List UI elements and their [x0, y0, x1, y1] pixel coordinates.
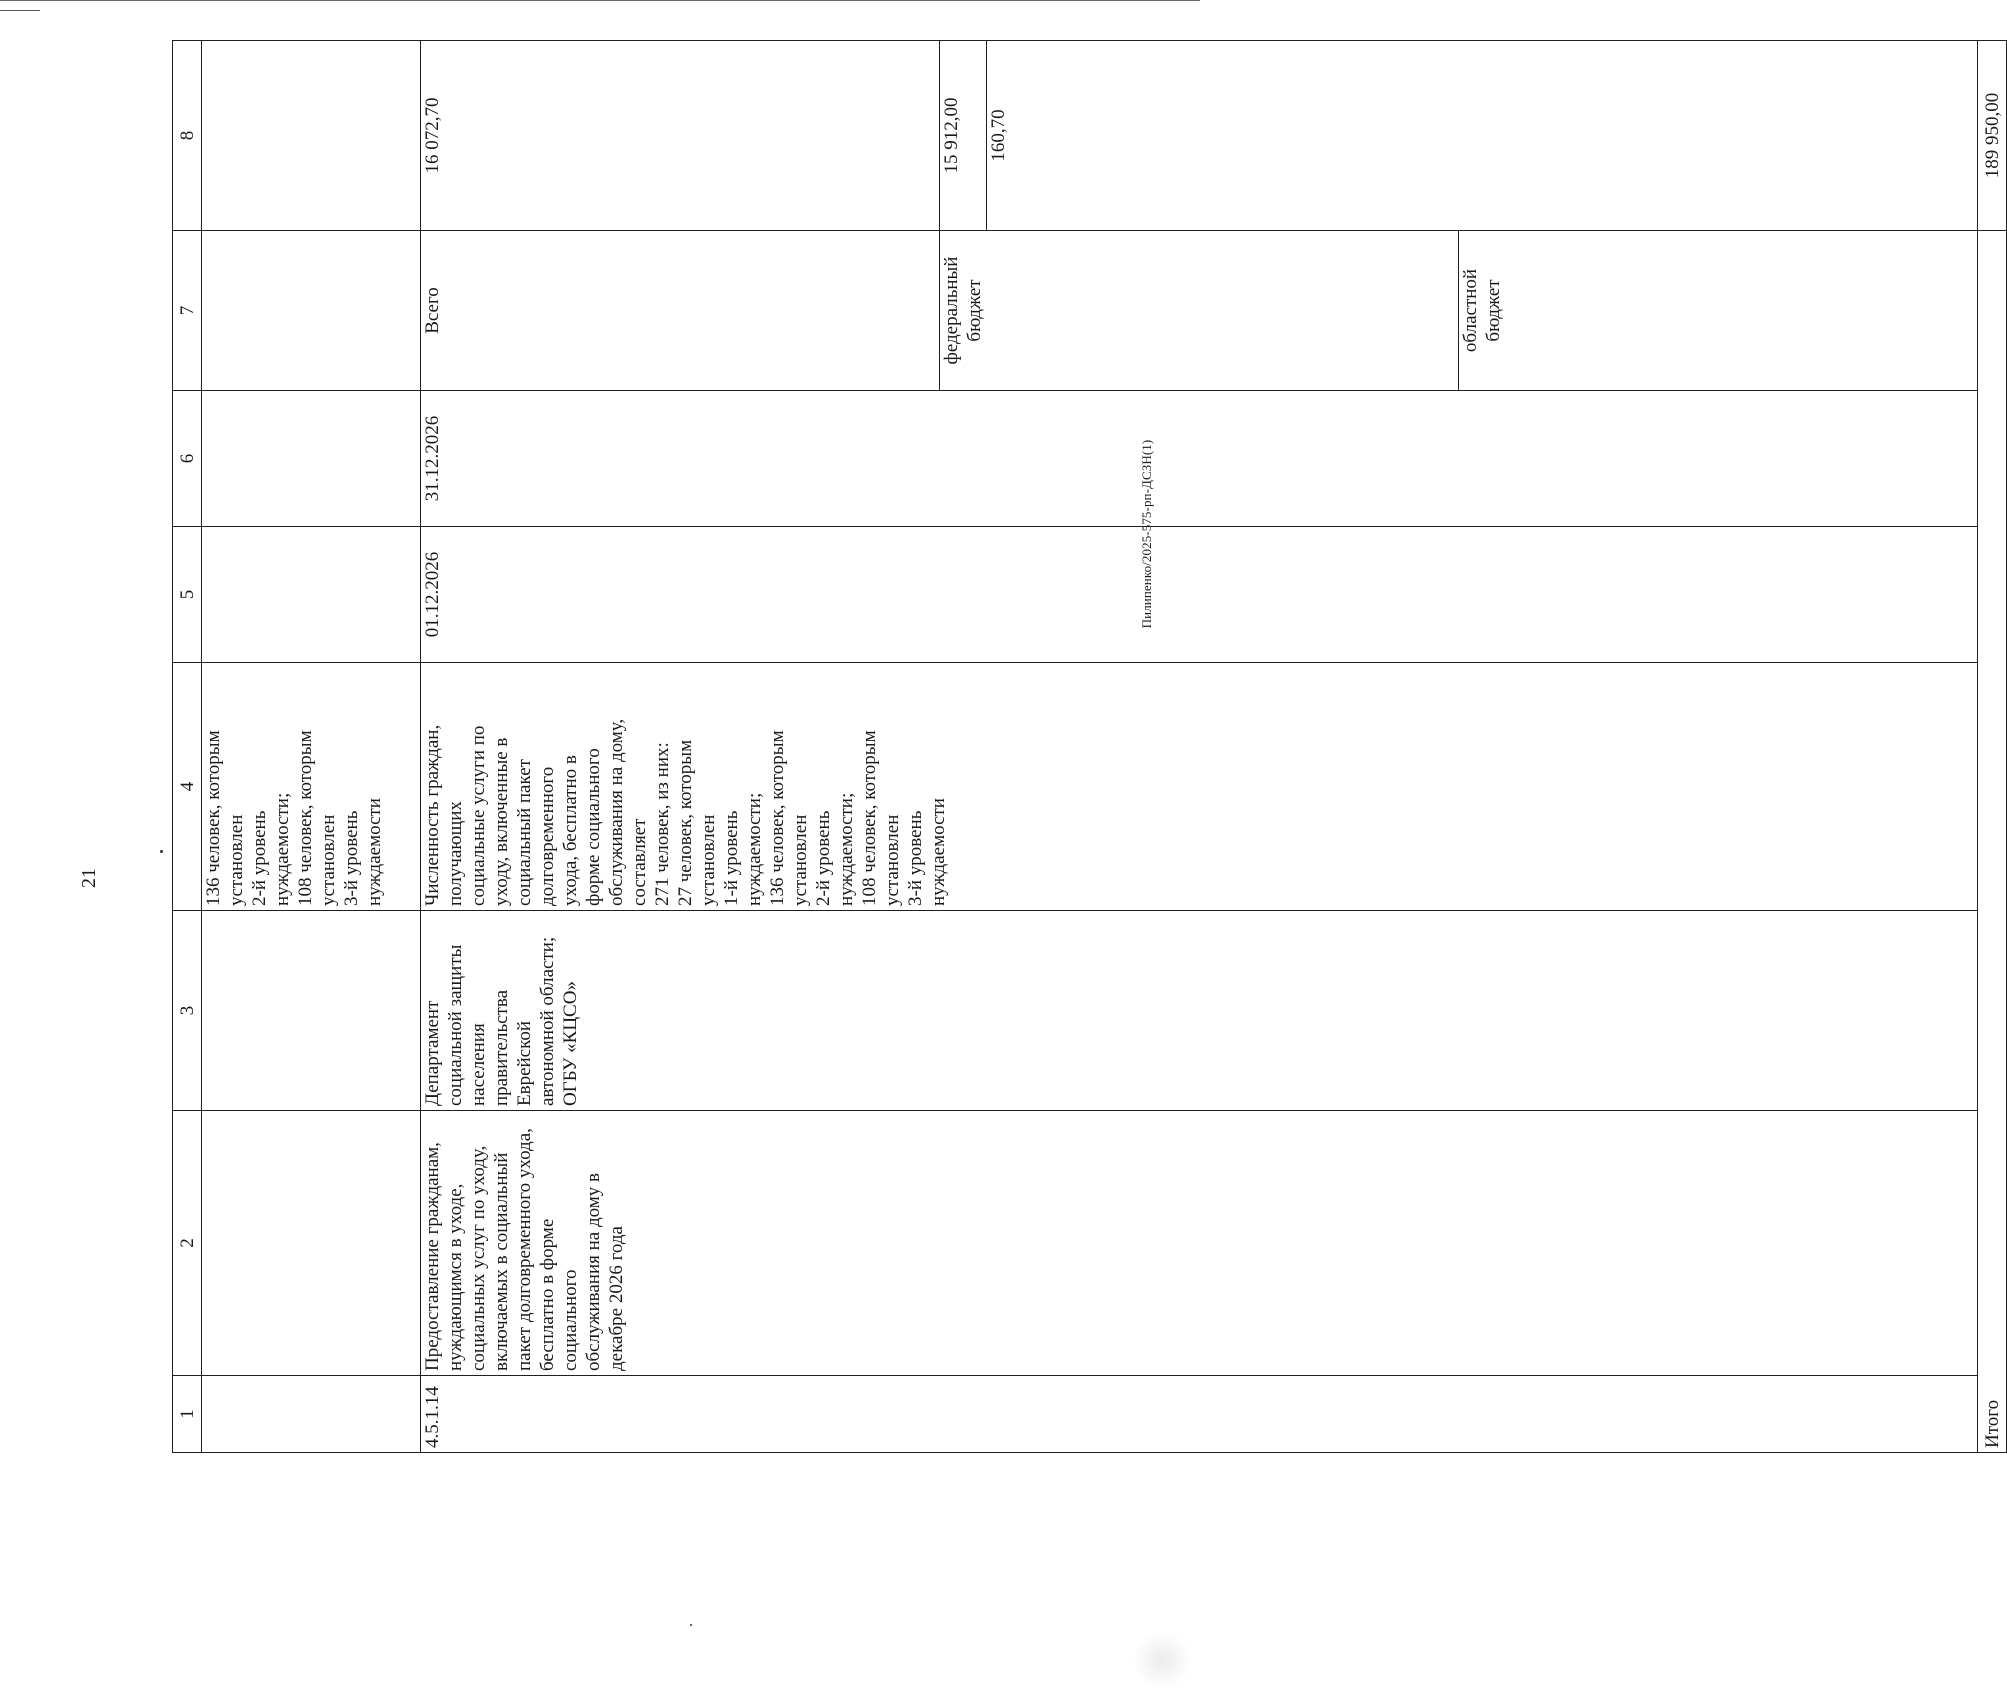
measure-name-cell: Предоставление гражданам, нуждающимся в уходе, социальных услуг по уходу, включаемых в социальный пакет долговременного ухода, бесплатно в форме социального обслуживания на дому в декабре 2026 года	[421, 1111, 1978, 1376]
cont-cell-6	[202, 391, 421, 527]
scan-speck	[690, 1624, 692, 1626]
table-row-continuation	[202, 41, 421, 1453]
header-col-7: 7	[173, 231, 202, 391]
funding-amount-value: 15 912,00	[940, 41, 987, 230]
header-col-4: 4	[173, 663, 202, 911]
cont-cell-2	[202, 1111, 421, 1376]
header-col-8: 8	[173, 41, 202, 231]
funding-amount-cell	[421, 41, 1978, 231]
cont-cell-indicator: 136 человек, которым установлен 2-й уровень нуждаемости; 108 человек, которым установлен 3-й уровень нуждаемости	[202, 663, 421, 911]
page-number: 21	[78, 868, 100, 888]
funding-amount-list	[421, 41, 1505, 230]
funding-source-label: областной бюджет	[1460, 268, 1504, 353]
cont-cell-5	[202, 527, 421, 663]
indicator-cell: Численность граждан, получающих социальные услуги по уходу, включенные в социальный пакет долговременного ухода, бесплатно в форме социального обслуживания на дому, составляет 271 человек, из них: 27 человек, которым установлен 1-й уровень нуждаемости; 136 человек, которым установлен 2-й уровень нуждаемости; 108 человек, которым установлен 3-й уровень нуждаемости	[421, 663, 1978, 911]
funding-source-label: федеральный бюджет	[940, 231, 1459, 390]
table-row-total	[1978, 41, 2007, 1453]
end-date-cell: 31.12.2026	[421, 391, 1978, 527]
header-col-3: 3	[173, 911, 202, 1111]
funding-source-row	[421, 231, 940, 390]
funding-amount-value: 160,70	[988, 109, 1009, 162]
cont-cell-7	[202, 231, 421, 391]
funding-source-row	[1459, 231, 1978, 390]
item-number-cell: 4.5.1.14	[421, 1376, 1978, 1453]
table-row-4-5-1-14	[421, 41, 1978, 1453]
funding-source-label: Всего	[421, 231, 940, 390]
measures-table	[172, 40, 2007, 1453]
executor-cell: Департамент социальной защиты населения правительства Еврейской автономной области; ОГБУ «КЦСО»	[421, 911, 1978, 1111]
cont-cell-8	[202, 41, 421, 231]
scan-speck	[160, 850, 163, 853]
total-label-cell: Итого	[1978, 231, 2007, 1453]
funding-amount-row	[421, 41, 940, 230]
scan-edge-stub	[0, 10, 40, 11]
cont-cell-3	[202, 911, 421, 1111]
header-col-2: 2	[173, 1111, 202, 1376]
scan-artifact	[1132, 1630, 1192, 1690]
header-col-1: 1	[173, 1376, 202, 1453]
funding-source-cell	[421, 231, 1978, 391]
funding-amount-value: 16 072,70	[421, 41, 940, 230]
table-header-row	[173, 41, 202, 1453]
document-code: Пилипенко/2025-575-рп-ДСЗН(1)	[1139, 439, 1154, 629]
funding-source-row	[940, 231, 1459, 390]
cont-cell-1	[202, 1376, 421, 1453]
start-date-cell: 01.12.2026	[421, 527, 1978, 663]
funding-amount-row	[940, 41, 987, 230]
header-col-5: 5	[173, 527, 202, 663]
total-amount-cell: 189 950,00	[1978, 41, 2007, 231]
scan-edge-line	[0, 0, 1200, 1]
funding-amount-row	[987, 41, 1506, 230]
header-col-6: 6	[173, 391, 202, 527]
funding-source-list	[421, 231, 1977, 390]
